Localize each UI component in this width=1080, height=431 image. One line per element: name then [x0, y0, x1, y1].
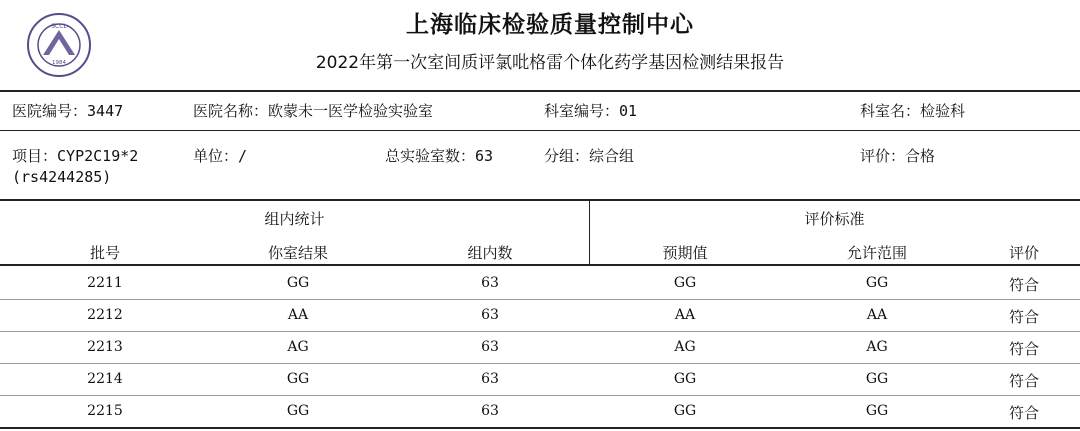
report-subtitle: 2022年第一次室间质评氯吡格雷个体化药学基因检测结果报告: [315, 53, 785, 73]
group-stats-header: 组内统计: [264, 210, 325, 228]
cell-result: AA: [287, 307, 309, 323]
sccl-logo: [26, 12, 92, 78]
cell-count: 63: [481, 371, 499, 387]
test-item-rs: (rs4244285): [12, 168, 112, 186]
cell-result: GG: [286, 275, 310, 291]
col-header-evaluation: 评价: [1008, 244, 1039, 262]
cell-eval: 符合: [1008, 340, 1039, 358]
table-header-border: [0, 264, 1080, 266]
col-header-your-result: 你室结果: [267, 244, 328, 262]
test-item: 项目：CYP2C19*2: [12, 147, 139, 165]
cell-batch: 2212: [87, 307, 123, 323]
hospital-code: 医院编号：3447: [12, 102, 124, 120]
report-title: 上海临床检验质量控制中心: [406, 12, 694, 38]
logo-year: 1984: [52, 60, 66, 66]
cell-batch: 2211: [87, 275, 123, 291]
department-name: 科室名：检验科: [860, 102, 966, 120]
row-divider: [0, 363, 1080, 364]
cell-expected: AG: [674, 339, 696, 355]
department-code: 科室编号：01: [544, 102, 638, 120]
cell-expected: GG: [673, 403, 697, 419]
cell-count: 63: [481, 275, 499, 291]
cell-batch: 2213: [87, 339, 123, 355]
cell-range: GG: [865, 275, 889, 291]
evaluation-criteria-header: 评价标准: [804, 210, 865, 228]
cell-eval: 符合: [1008, 276, 1039, 294]
unit: 单位：/: [193, 147, 248, 165]
cell-eval: 符合: [1008, 372, 1039, 390]
hospital-name: 医院名称：欧蒙未一医学检验实验室: [193, 102, 434, 120]
row-divider: [0, 395, 1080, 396]
cell-range: GG: [865, 371, 889, 387]
cell-range: GG: [865, 403, 889, 419]
cell-range: AA: [866, 307, 888, 323]
cell-count: 63: [481, 307, 499, 323]
cell-batch: 2214: [87, 371, 123, 387]
header-divider: [0, 90, 1080, 92]
col-header-expected: 预期值: [662, 244, 708, 262]
cell-result: AG: [287, 339, 309, 355]
table-top-border: [0, 199, 1080, 201]
cell-count: 63: [481, 339, 499, 355]
cell-expected: GG: [673, 275, 697, 291]
col-header-allowed-range: 允许范围: [846, 244, 907, 262]
table-bottom-border: [0, 427, 1080, 429]
cell-batch: 2215: [87, 403, 123, 419]
col-header-batch: 批号: [89, 244, 120, 262]
info-divider: [0, 130, 1080, 131]
logo-abbr: SCCL: [51, 23, 67, 30]
cell-eval: 符合: [1008, 308, 1039, 326]
evaluation-result: 评价：合格: [860, 147, 936, 165]
total-labs: 总实验室数：63: [385, 147, 494, 165]
row-divider: [0, 331, 1080, 332]
group: 分组：综合组: [544, 147, 635, 165]
cell-count: 63: [481, 403, 499, 419]
col-header-group-count: 组内数: [467, 244, 513, 262]
cell-expected: AA: [674, 307, 696, 323]
cell-result: GG: [286, 403, 310, 419]
cell-expected: GG: [673, 371, 697, 387]
cell-eval: 符合: [1008, 404, 1039, 422]
row-divider: [0, 299, 1080, 300]
cell-range: AG: [866, 339, 888, 355]
cell-result: GG: [286, 371, 310, 387]
